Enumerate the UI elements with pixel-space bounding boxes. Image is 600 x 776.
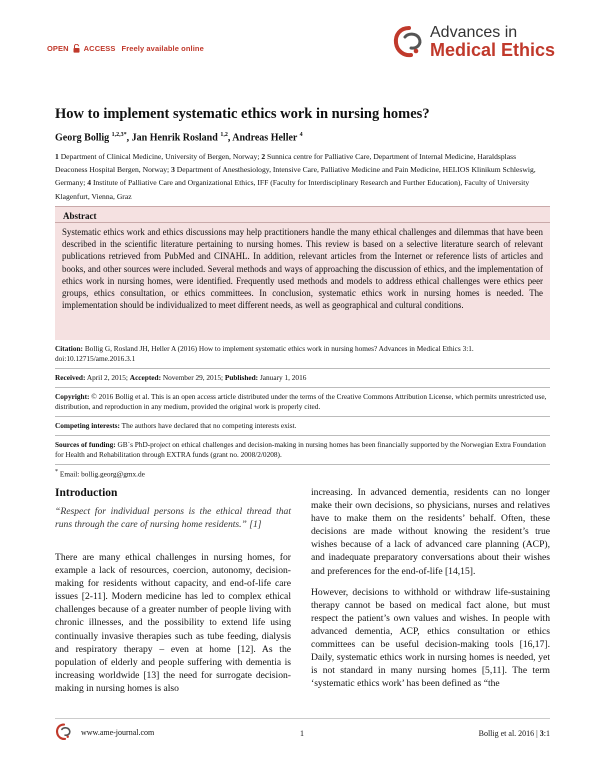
journal-brand[interactable]	[392, 25, 555, 59]
published-date: January 1, 2016	[259, 373, 307, 382]
funding	[55, 440, 550, 460]
left-column	[55, 551, 291, 703]
author-name: Andreas Heller	[232, 132, 298, 144]
copyright	[55, 392, 550, 412]
body-paragraph: However, decisions to withhold or withdraw life-sustaining therapy cannot be based on medical fact alone, but must respect the patient’s own values and wishes. In people with advanced dementia, ACP, ethics consultation or ethics committees can be useful decision-making tools [16,17]. Daily, systematic ethics work in nursing homes is needed, yet is not standard in many nursing homes [5,11]. The term ‘systematic ethics work’ has been defined as “the	[311, 586, 550, 690]
competing-text: The authors have declared that no competing interests exist.	[121, 421, 297, 430]
competing-interests	[55, 421, 550, 431]
intro-heading: Introduction	[55, 487, 118, 499]
received-date: April 2, 2015;	[86, 373, 128, 382]
freely-available-label: Freely available online	[121, 44, 204, 53]
affil-number: 3	[171, 165, 175, 175]
brand-line-1: Advances in	[430, 24, 518, 41]
intro-quote: “Respect for individual persons is the ethical thread that runs through the care of nursing home residents.” [1]	[55, 506, 291, 530]
open-label: OPEN	[47, 44, 69, 53]
affil-number: 4	[87, 178, 92, 188]
affil-text: Department of Anesthesiology, Intensive Care, Palliative Medicine and Pain Medicine, HELIOS Klinikum Schleswig, Germany;	[55, 165, 536, 188]
accepted-label: Accepted:	[129, 373, 161, 382]
body-paragraph: increasing. In advanced dementia, residents can no longer make their own decisions, so physicians, nurses and relatives have to make them on the residents’ behalf. Often, these decisions are made without knowing the resident’s true wishes because of a lack of advanced care planning (ACP), and inadequate preparatory conversations about their wishes and preferences for the end-of-life [14,15].	[311, 487, 550, 577]
footer-volume: 3	[539, 729, 544, 738]
funding-label: Sources of funding:	[55, 440, 116, 449]
body-paragraph: There are many ethical challenges in nursing homes, for example a lack of resources, coercion, autonomy, decision-making for residents without capacity, and end-of-life care issues [2-11]. Modern medicine has led to complex ethical challenges because of a greater number of people living with chronic illnesses, and the possibility to extend life using continually invasive therapies such as tube feeding, dialysis and respiratory therapy – even at home [12]. As the population of elderly and people suffering with dementia is increasing worldwide [13] the need for surrogate decision-making in nursing homes is also	[55, 552, 291, 694]
author-name: Jan Henrik Rosland	[131, 132, 218, 144]
accepted-date: November 29, 2015;	[162, 373, 224, 382]
journal-logo-icon	[55, 723, 73, 741]
brand-line-2: Medical Ethics	[430, 40, 556, 60]
footer-divider	[55, 718, 550, 719]
abstract-box	[55, 206, 550, 340]
right-column	[311, 486, 550, 698]
abstract-text: Systematic ethics work and ethics discussions may help practitioners handle the many ethical challenges and dilemmas that have been described in the scientific literature pertaining to nursing homes. This review is based on a selective literature search of relevant publications retrieved from PubMed and CINAHL. In addition, relevant articles from the Internet or reference lists of articles and books, and other sources were included. Several methods and ways of approaching the discussion of ethics, and the implementation of ethics work in nursing homes, were identified. Frequently used methods and models to address ethical challenges were ethics peer groups, ethics consultation, or ethics committees. In conclusion, systematic ethics work in nursing homes is needed. The implementation should be individualized to meet different needs, as well as geographical and cultural conditions.	[62, 227, 543, 311]
copyright-label: Copyright:	[55, 392, 90, 401]
divider	[55, 464, 550, 465]
author-list: Georg Bollig $^{1,2,3*}$, Jan Henrik Rosland $^{1,2}$, Andreas Heller $^4$	[55, 132, 303, 144]
divider	[55, 368, 550, 369]
author-affil-sup: 4	[299, 132, 303, 138]
abstract-heading: Abstract	[55, 207, 550, 223]
citation-text: Bollig G, Rosland JH, Heller A (2016) How to implement systematic ethics work in nursing homes? Advances in Medical Ethics 3:1. doi:10.12715/ame.2016.3.1	[55, 344, 474, 363]
affil-text: Sunnica centre for Palliative Care, Department of Internal Medicine, Haraldsplass Deaconess Hospital Bergen, Norway;	[55, 152, 517, 175]
footer-prefix: Bollig et al. 2016 |	[478, 729, 538, 738]
received-label: Received:	[55, 373, 86, 382]
page-number: 1	[300, 729, 304, 738]
citation	[55, 344, 550, 364]
open-lock-icon	[73, 44, 80, 53]
author-affil-sup: 1,2,3*	[111, 132, 127, 138]
article-title: How to implement systematic ethics work in nursing homes?	[55, 106, 430, 122]
dates	[55, 373, 550, 383]
divider	[55, 387, 550, 388]
access-label: ACCESS	[83, 44, 116, 53]
email-text[interactable]: Email: bollig.georg@gmx.de	[59, 469, 145, 479]
competing-label: Competing interests:	[55, 421, 120, 430]
author-affil-sup: 1,2	[220, 132, 228, 138]
footer-suffix: :1	[543, 729, 550, 738]
copyright-text: © 2016 Bollig et al. This is an open access article distributed under the terms of the Creative Commons Attribution License, which permits unrestricted use, distribution, and reproduction in any medium, provided the original work is properly cited.	[55, 392, 547, 411]
page-footer	[55, 723, 550, 743]
affil-number: 1	[55, 152, 59, 161]
published-label: Published:	[224, 373, 259, 382]
affiliations	[55, 150, 549, 203]
citation-label: Citation:	[55, 344, 83, 353]
journal-logo-icon	[392, 25, 426, 59]
footer-url[interactable]: www.ame-journal.com	[81, 727, 155, 737]
affil-text: Institute of Palliative Care and Organizational Ethics, IFF (Faculty for Interdisciplinary Research and Further Education), Faculty of University Klagenfurt, Vienna, Graz	[55, 178, 530, 201]
author-name: Georg Bollig	[55, 132, 110, 144]
open-access-label	[47, 44, 204, 53]
email	[55, 467, 550, 479]
funding-text: GB´s PhD-project on ethical challenges and decision-making in nursing homes has been financially supported by the Norwegian Extra Foundation for Health and Rehabilitation through EXTRA funds (grant no. 2008/2/0208).	[55, 440, 546, 459]
affil-text: Department of Clinical Medicine, University of Bergen, Norway;	[60, 152, 260, 161]
footer-citation	[479, 729, 550, 738]
divider	[55, 435, 550, 436]
affil-number: 2	[261, 152, 266, 161]
email-sup: *	[55, 469, 59, 475]
divider	[55, 416, 550, 417]
